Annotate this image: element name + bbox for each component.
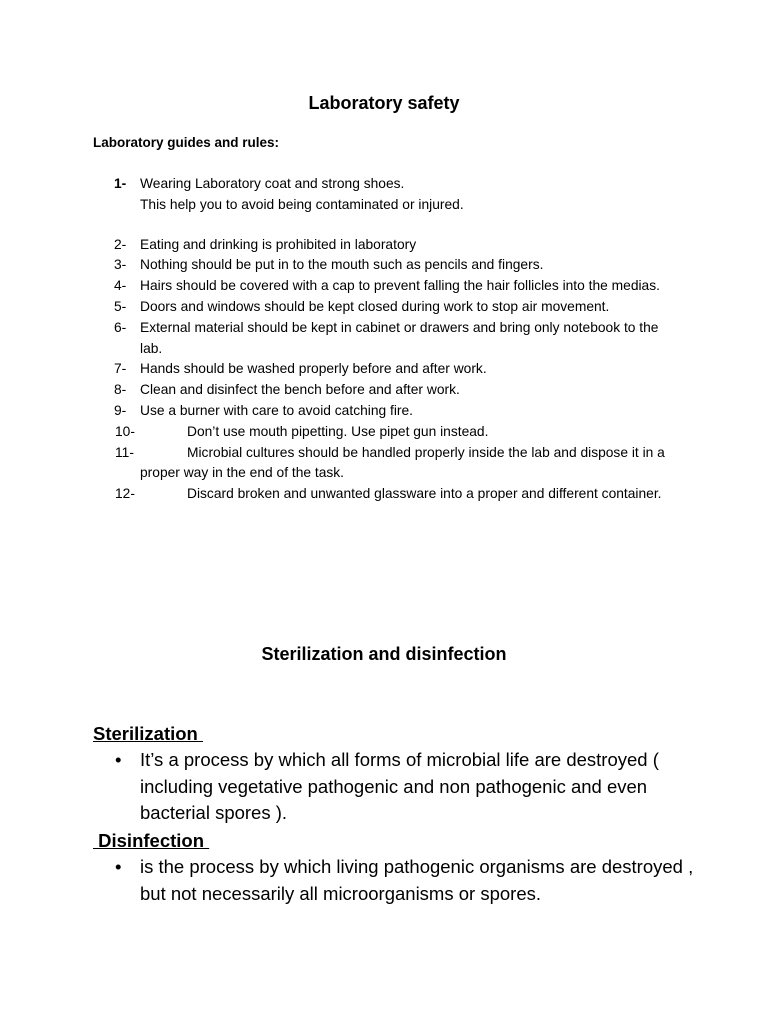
rule-number: 7- — [114, 361, 127, 377]
disinfection-definition — [115, 854, 700, 907]
disinfection-heading: Disinfection — [93, 830, 210, 851]
rule-text: Discard broken and unwanted glassware into a proper and different container. — [187, 486, 662, 502]
rule-item — [0, 174, 680, 216]
rule-number: 5- — [114, 298, 127, 314]
rule-number: 8- — [114, 382, 127, 398]
rule-text: Wearing Laboratory coat and strong shoes. — [140, 176, 405, 191]
rules-subheading: Laboratory guides and rules: — [93, 135, 280, 150]
sterilization-definition — [115, 747, 700, 827]
rule-item — [0, 401, 680, 422]
rule-item — [0, 255, 680, 276]
rule-text: Hands should be washed properly before and after work. — [140, 361, 487, 377]
disinfection-text: is the process by which living pathogenic organisms are destroyed , but not necessarily all microorganisms or spores. — [140, 856, 694, 904]
section-title: Sterilization and disinfection — [261, 644, 507, 664]
rule-item — [0, 235, 680, 256]
rule-note: This help you to avoid being contaminated or injured. — [140, 196, 464, 212]
rule-item — [0, 380, 680, 401]
sterilization-text: It’s a process by which all forms of microbial life are destroyed ( including vegetative pathogenic and non pathogenic and even bacterial spores ). — [140, 749, 659, 824]
rule-text: Clean and disinfect the bench before and after work. — [140, 382, 460, 398]
bullet-icon: • — [115, 856, 122, 877]
rules-list — [0, 174, 768, 505]
bullet-icon: • — [115, 749, 122, 770]
rule-item — [0, 297, 680, 318]
rule-text: Microbial cultures should be handled properly inside the lab and dispose it in a proper way in the end of the task. — [140, 444, 665, 481]
rule-text: External material should be kept in cabinet or drawers and bring only notebook to the lab. — [140, 319, 659, 356]
rule-number: 2- — [114, 236, 127, 252]
rule-text: Eating and drinking is prohibited in laboratory — [140, 236, 417, 252]
sterilization-heading: Sterilization — [93, 723, 203, 744]
rule-item — [0, 422, 680, 443]
rule-number: 10- — [115, 423, 135, 439]
rule-item — [0, 359, 680, 380]
rule-text: Nothing should be put in to the mouth such as pencils and fingers. — [140, 257, 544, 273]
rule-text: Hairs should be covered with a cap to prevent falling the hair follicles into the medias. — [140, 278, 660, 294]
rule-item — [0, 443, 680, 485]
rule-item — [0, 484, 680, 505]
page-title: Laboratory safety — [308, 93, 460, 113]
rule-number: 9- — [114, 402, 127, 418]
rule-number: 11- — [115, 444, 134, 460]
rule-item — [0, 276, 680, 297]
rule-number: 1- — [114, 176, 127, 191]
rule-number: 12- — [115, 486, 135, 502]
rule-item — [0, 318, 680, 360]
rule-number: 4- — [114, 278, 127, 294]
rule-text: Doors and windows should be kept closed during work to stop air movement. — [140, 298, 610, 314]
rule-number: 3- — [114, 257, 127, 273]
rule-number: 6- — [114, 319, 127, 335]
rule-text: Don’t use mouth pipetting. Use pipet gun instead. — [187, 423, 489, 439]
rule-text: Use a burner with care to avoid catching fire. — [140, 402, 414, 418]
